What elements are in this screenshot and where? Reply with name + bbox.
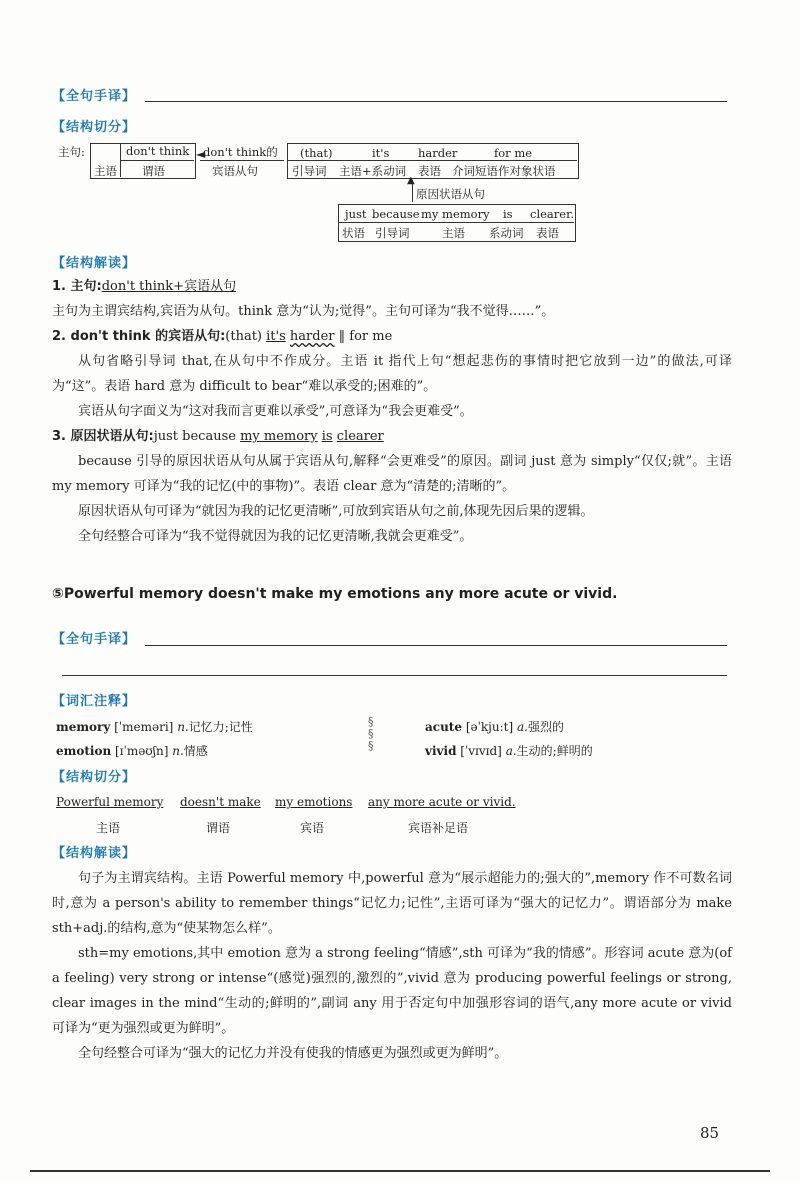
- split-chunk: doesn't make: [180, 795, 261, 809]
- vocab-phonetic: [ˈmeməri]: [114, 720, 174, 734]
- item3-text-1: because 引导的原因状语从句从属于宾语从句,解释“会更难受”的原因。副词 just 意为 simply“仅仅;就”。主语 my memory 可译为“我的记忆(中的事物)”。表语 clear 意为“清楚的;清晰的”。: [52, 454, 732, 494]
- clause-word: for me: [494, 146, 533, 160]
- item1-heading: [52, 274, 732, 299]
- object-clause-name: 宾语从句: [212, 164, 258, 178]
- analysis-tag-5: 【结构解读】: [52, 846, 137, 861]
- vocab-tag: 【词汇注释】: [52, 694, 137, 709]
- vocab-meaning: 记忆力;记性: [188, 720, 253, 734]
- vocab-entry-emotion: [56, 742, 208, 759]
- clause-role: 引导词: [292, 164, 327, 178]
- vocab-meaning: 强烈的: [527, 720, 564, 734]
- reason-role: 引导词: [375, 226, 410, 240]
- vocab-pos: a.: [517, 720, 528, 734]
- structure-tag-5: 【结构切分】: [52, 770, 137, 785]
- clause-word: it's: [372, 146, 390, 160]
- reason-word: my memory: [421, 207, 490, 221]
- analysis-tag: 【结构解读】: [52, 256, 137, 271]
- item1-text: 主句为主谓宾结构,宾语为从句。think 意为“认为;觉得”。主句可译为“我不觉得……”。: [52, 304, 555, 319]
- analysis-p1: 句子为主谓宾结构。主语 Powerful memory 中,powerful 意为“展示超能力的;强大的”,memory 作不可数名词时,意为 a person's ability to remember things“记忆力;记性”,主语可译为“强大的记忆力”。谓语部分为 make sth+adj.的结构,意为“使某物怎么样”。: [52, 871, 732, 936]
- structure-tag: 【结构切分】: [52, 120, 137, 135]
- arrow-left-icon: ◄: [196, 147, 206, 161]
- vocab-phonetic: [ɪˈməʊʃn]: [115, 744, 169, 758]
- item3-phrase-d: clearer: [336, 429, 384, 444]
- vocab-phonetic: [ˈvɪvɪd]: [460, 744, 502, 758]
- arrow-up-icon: ▲: [407, 175, 415, 186]
- item3-phrase-c: is: [321, 429, 333, 444]
- full-translation-tag: 【全句手译】: [52, 89, 137, 104]
- main-clause-label: 主句:: [58, 145, 85, 159]
- vocab-pos: n.: [177, 720, 189, 734]
- vocab-pos: n.: [172, 744, 184, 758]
- vocab-pos: a.: [505, 744, 517, 758]
- reason-word: clearer.: [530, 207, 574, 221]
- vocab-word: memory: [56, 720, 111, 734]
- reason-word: just: [345, 207, 367, 221]
- split-role: 宾语: [300, 821, 325, 835]
- main-predicate-role: 谓语: [142, 164, 165, 178]
- item2-phrase-c: harder: [289, 329, 335, 344]
- item2-text-1: 从句省略引导词 that,在从句中不作成分。主语 it 指代上句“想起悲伤的事情时把它放到一边”的做法,可译为“这”。表语 hard 意为 difficult to bear“难以承受的;困难的”。: [52, 354, 732, 394]
- object-clause-label: don't think的: [203, 145, 278, 159]
- item3-text-2: 原因状语从句可译为“就因为我的记忆更清晰”,可放到宾语从句之前,体现先因后果的逻辑。: [78, 504, 594, 519]
- page-number: 85: [700, 1124, 720, 1142]
- reason-role: 系动词: [489, 226, 524, 240]
- split-chunk: any more acute or vivid.: [368, 795, 516, 809]
- split-role: 宾语补足语: [408, 821, 469, 835]
- reason-word: is: [503, 207, 513, 221]
- vocab-word: vivid: [425, 744, 457, 758]
- vocab-phonetic: [əˈkjuːt]: [465, 720, 514, 734]
- clause-role: 主语+系动词: [339, 164, 407, 178]
- split-role: 谓语: [206, 821, 231, 835]
- item3-phrase-a: just because: [153, 429, 236, 444]
- item3-heading: [52, 424, 732, 449]
- clause-role: 表语: [418, 164, 441, 178]
- vocab-entry-memory: [56, 718, 253, 735]
- divider-ornament: § § §: [368, 715, 374, 752]
- item2-phrase-d: ‖ for me: [338, 329, 393, 344]
- item1-title: 1. 主句:: [52, 279, 102, 294]
- main-subject-role: 主语: [94, 164, 117, 178]
- item1-phrase: don't think+宾语从句: [101, 279, 237, 294]
- sentence-5: ⑤Powerful memory doesn't make my emotions any more acute or vivid.: [52, 586, 618, 602]
- item2-title: 2. don't think 的宾语从句:: [52, 329, 226, 344]
- reason-clause-label: 原因状语从句: [416, 187, 485, 201]
- item2-phrase-a: (that): [225, 329, 262, 344]
- split-chunk: my emotions: [275, 795, 353, 809]
- item3-phrase-b: my memory: [240, 429, 318, 444]
- clause-word: (that): [300, 146, 333, 160]
- item3-title: 3. 原因状语从句:: [52, 429, 154, 444]
- item2-phrase-b: it's: [266, 329, 286, 344]
- full-translation-tag-5: 【全句手译】: [52, 632, 137, 647]
- vocab-meaning: 情感: [183, 744, 208, 758]
- reason-role: 表语: [536, 226, 559, 240]
- vocab-meaning: 生动的;鲜明的: [516, 744, 593, 758]
- clause-word: harder: [418, 146, 458, 160]
- vocab-word: acute: [425, 720, 462, 734]
- split-chunk: Powerful memory: [56, 795, 164, 809]
- analysis-p3: 全句经整合可译为“强大的记忆力并没有使我的情感更为强烈或更为鲜明”。: [78, 1046, 508, 1061]
- item2-text-2: 宾语从句字面义为“这对我而言更难以承受”,可意译为“我会更难受”。: [78, 404, 473, 419]
- reason-word: because: [372, 207, 420, 221]
- translation-answer-line[interactable]: [145, 101, 727, 102]
- vocab-entry-acute: [425, 718, 564, 735]
- reason-role: 状语: [342, 226, 365, 240]
- clause-role: 介词短语作对象状语: [452, 164, 556, 178]
- translation-answer-line-5[interactable]: [145, 645, 727, 646]
- main-verb-phrase: don't think: [126, 144, 190, 158]
- translation-answer-line-5b[interactable]: [62, 675, 727, 676]
- split-role: 主语: [96, 821, 121, 835]
- item3-text-3: 全句经整合可译为“我不觉得就因为我的记忆更清晰,我就会更难受”。: [78, 529, 473, 544]
- item2-heading: [52, 324, 732, 349]
- page-bottom-rule: [30, 1170, 770, 1172]
- analysis-p2: sth=my emotions,其中 emotion 意为 a strong feeling“情感”,sth 可译为“我的情感”。形容词 acute 意为(of a feeling) very strong or intense“(感觉)强烈的,激烈的”,vivid 意为 producing powerful feelings or strong, clear images in the mind“生动的;鲜明的”,副词 any 用于否定句中加强形容词的语气,any more acute or vivid 可译为“更为强烈或更为鲜明”。: [52, 946, 732, 1036]
- vocab-word: emotion: [56, 744, 112, 758]
- reason-role: 主语: [442, 226, 465, 240]
- vocab-entry-vivid: [425, 742, 593, 759]
